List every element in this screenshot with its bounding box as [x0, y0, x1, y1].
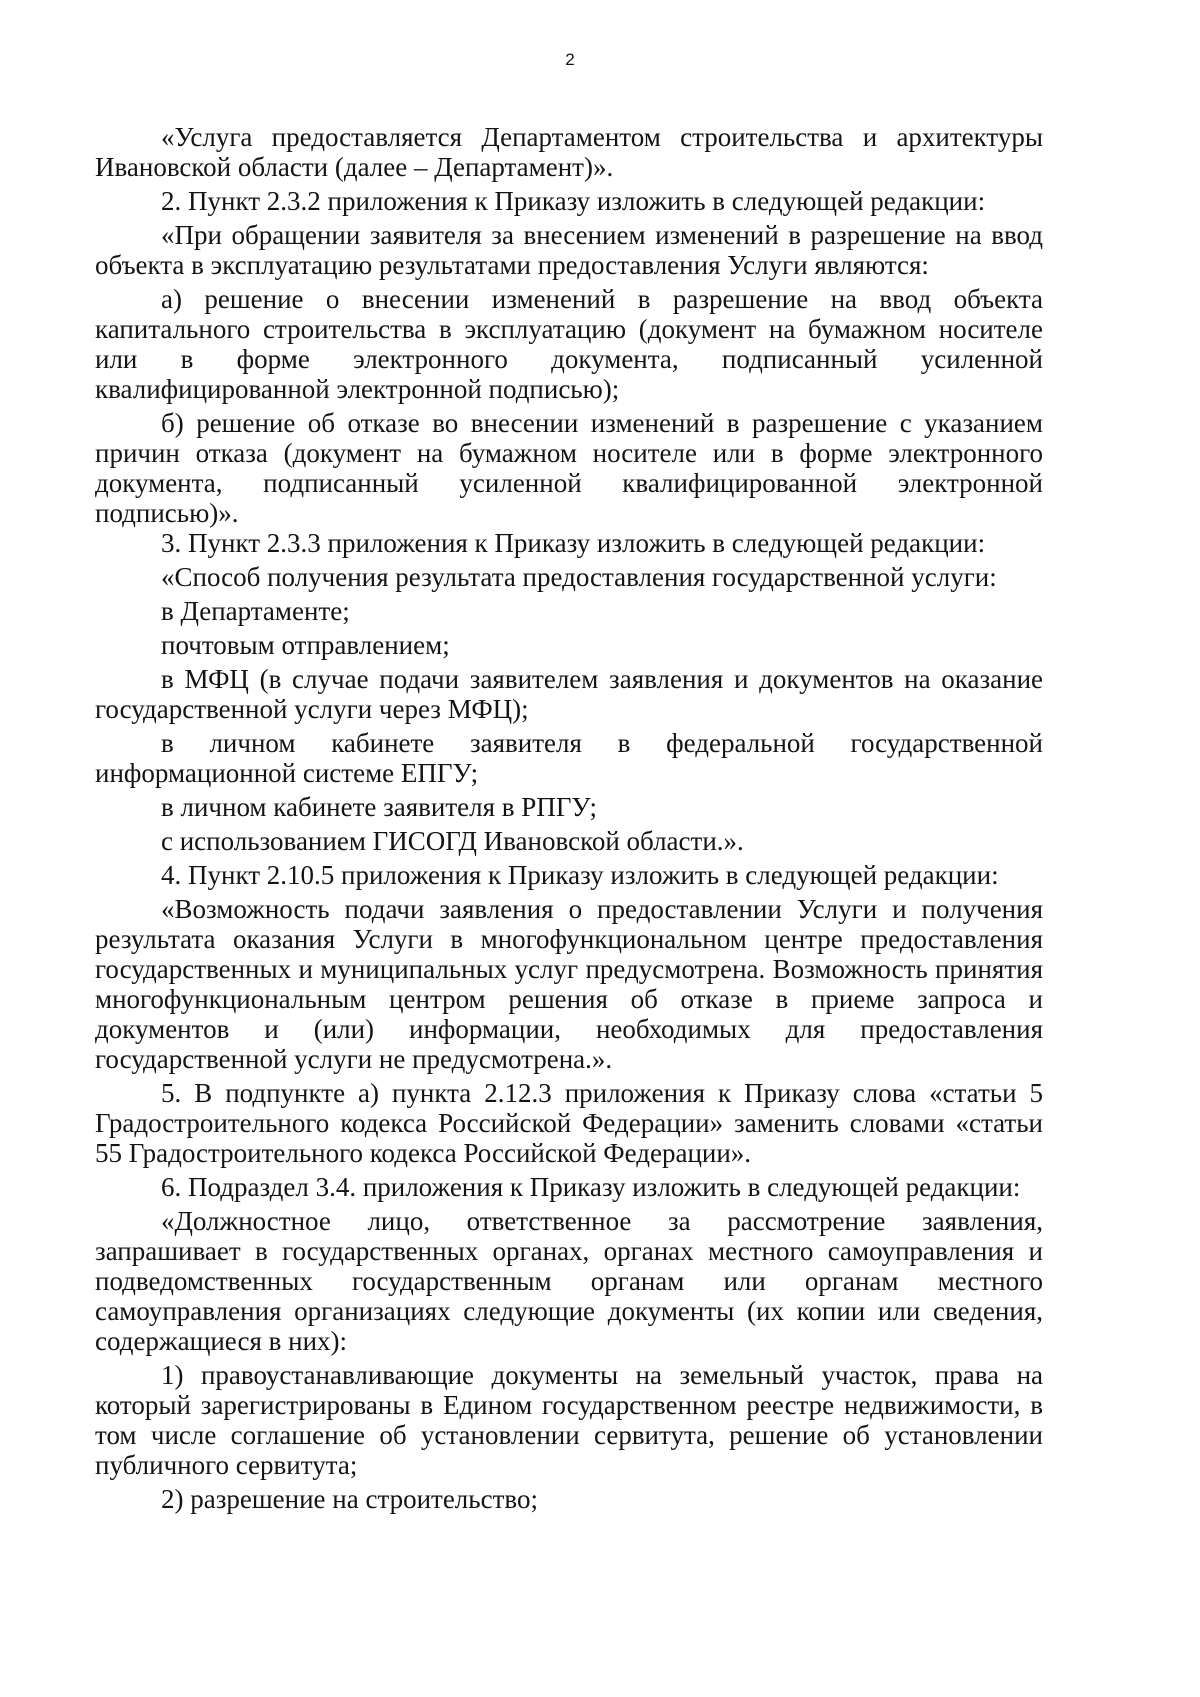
- paragraph-item-6-2: 2) разрешение на строительство;: [161, 1484, 538, 1514]
- paragraph-service-provider: «Услуга предоставляется Департаментом строительства и архитектуры Ивановской области (далее – Департамент)».: [95, 122, 1043, 182]
- paragraph-item-6-intro: «Должностное лицо, ответственное за рассмотрение заявления, запрашивает в государственных органах, органах местного самоуправления и подведомственных государственным органам или органам местного самоуправления организациях следующие документы (их копии или сведения, содержащиеся в них):: [95, 1206, 1043, 1356]
- paragraph-item-2-intro: «При обращении заявителя за внесением изменений в разрешение на ввод объекта в эксплуатацию результатами предоставления Услуги являются:: [95, 220, 1043, 280]
- paragraph-item-2-b: б) решение об отказе во внесении изменений в разрешение с указанием причин отказа (документ на бумажном носителе или в форме электронного документа, подписанный усиленной квалифицированной электронной подписью)».: [95, 408, 1043, 528]
- paragraph-method-rpgu: в личном кабинете заявителя в РПГУ;: [161, 792, 598, 822]
- paragraph-item-4-heading: 4. Пункт 2.10.5 приложения к Приказу изложить в следующей редакции:: [161, 860, 999, 890]
- paragraph-item-2-heading: 2. Пункт 2.3.2 приложения к Приказу изложить в следующей редакции:: [161, 186, 986, 216]
- page-number: 2: [565, 50, 575, 69]
- paragraph-item-3-intro: «Способ получения результата предоставления государственной услуги:: [161, 562, 997, 592]
- paragraph-method-epgu: в личном кабинете заявителя в федеральной государственной информационной системе ЕПГУ;: [95, 728, 1043, 788]
- paragraph-item-2-a: а) решение о внесении изменений в разрешение на ввод объекта капитального строительства в эксплуатацию (документ на бумажном носителе или в форме электронного документа, подписанный усиленной квалифицированной электронной подписью);: [95, 284, 1043, 404]
- paragraph-item-6-heading: 6. Подраздел 3.4. приложения к Приказу изложить в следующей редакции:: [161, 1172, 1021, 1202]
- paragraph-method-gisogd: с использованием ГИСОГД Ивановской области.».: [161, 826, 744, 856]
- paragraph-item-3-heading: 3. Пункт 2.3.3 приложения к Приказу изложить в следующей редакции:: [161, 528, 986, 558]
- paragraph-item-6-1: 1) правоустанавливающие документы на земельный участок, права на который зарегистрированы в Едином государственном реестре недвижимости, в том числе соглашение об установлении сервитута, решение об установлении публичного сервитута;: [95, 1360, 1043, 1480]
- paragraph-method-mfc: в МФЦ (в случае подачи заявителем заявления и документов на оказание государственной услуги через МФЦ);: [95, 664, 1043, 724]
- paragraph-method-post: почтовым отправлением;: [161, 630, 450, 660]
- document-body: [95, 122, 1043, 1514]
- paragraph-item-4-text: «Возможность подачи заявления о предоставлении Услуги и получения результата оказания Услуги в многофункциональном центре предоставления государственных и муниципальных услуг предусмотрена. Возможность принятия многофункциональным центром решения об отказе в приеме запроса и документов и (или) информации, необходимых для предоставления государственной услуги не предусмотрена.».: [95, 894, 1043, 1074]
- paragraph-method-department: в Департаменте;: [161, 596, 350, 626]
- paragraph-item-5: 5. В подпункте а) пункта 2.12.3 приложения к Приказу слова «статьи 5 Градостроительного кодекса Российской Федерации» заменить словами «статьи 55 Градостроительного кодекса Российской Федерации».: [95, 1078, 1043, 1168]
